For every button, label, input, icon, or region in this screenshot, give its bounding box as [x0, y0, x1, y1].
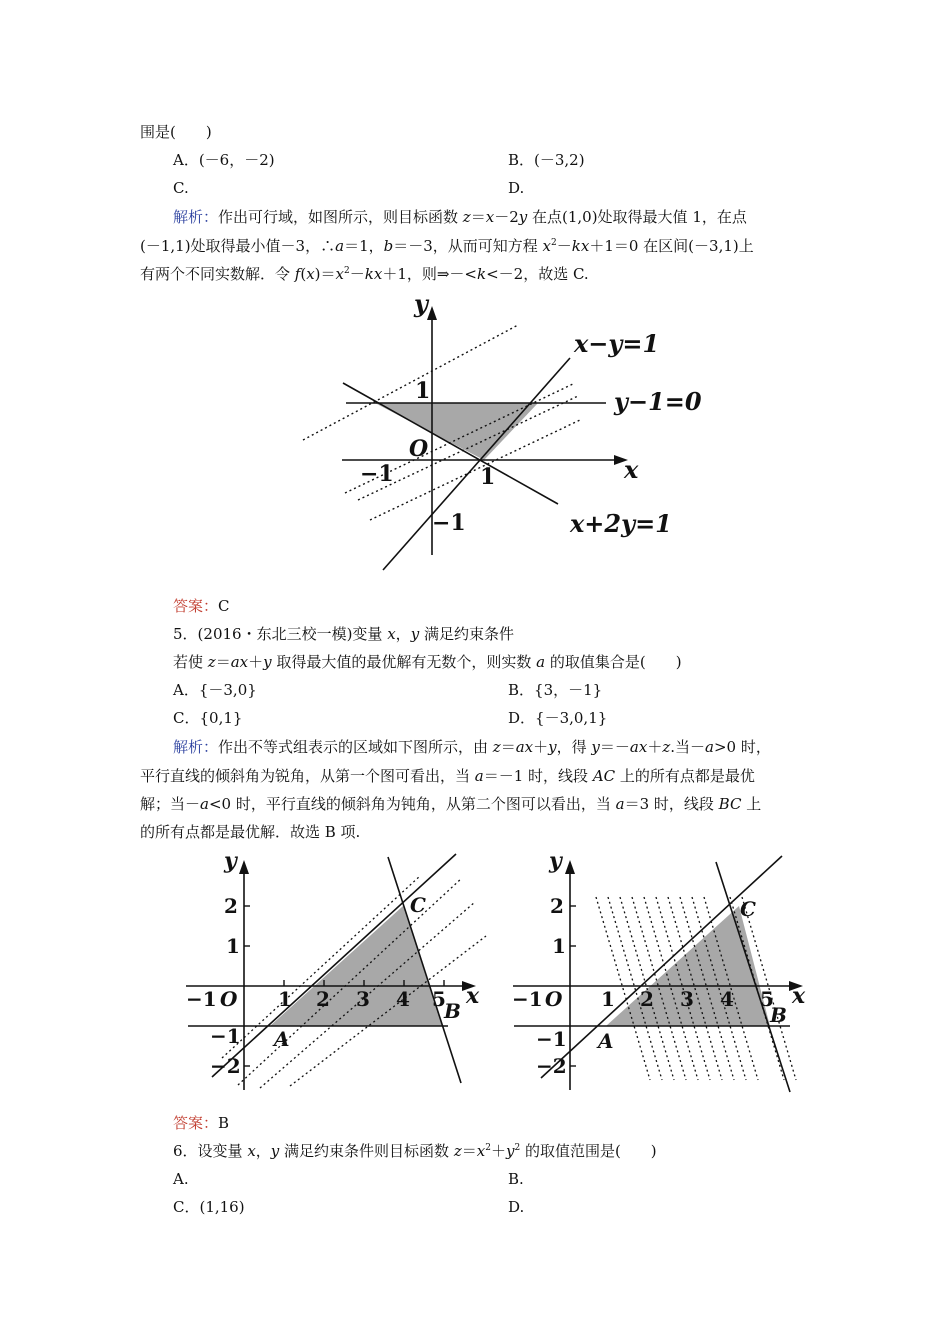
q6-option-b: B. [508, 1170, 524, 1188]
y-axis-label: y [549, 848, 562, 874]
x-tick-1: 1 [278, 987, 292, 1011]
y-tick-1: 1 [415, 378, 431, 404]
origin-label: O [220, 987, 238, 1011]
q6-option-d: D. [508, 1198, 525, 1216]
q4-stem-tail: 围是( ) [140, 123, 212, 141]
q4-solution-line-3: 有两个不同实数解．令 $f(x)=x^2-kx+1$，则⇒－<k<－2，故选 C. [140, 265, 589, 283]
y-axis-label: y [414, 289, 428, 318]
x-axis-label: x [792, 983, 806, 1009]
line-label-y-minus-1: y−1=0 [614, 387, 702, 416]
q4-solution-line-2: (－1,1)处取得最小值－3，∴a＝1，b＝－3，从而可知方程 $x^2-kx+1=0$ 在区间(－3,1)上 [140, 237, 754, 255]
q5-solution-line-3: 解；当－a<0 时，平行直线的倾斜角为钝角，从第二个图可以看出，当 a＝3 时，线段 BC 上 [140, 795, 762, 813]
x-tick-1: 1 [601, 987, 615, 1011]
x-axis-label: x [466, 983, 480, 1009]
y-tick-minus-1: −1 [432, 510, 466, 536]
q6-option-a: A. [173, 1170, 189, 1188]
x-tick-5: 5 [760, 987, 774, 1011]
x-tick-4: 4 [396, 987, 410, 1011]
x-tick-minus-1: −1 [360, 461, 394, 487]
y-tick-1: 1 [552, 934, 566, 958]
q5-solution-line-1: 解析：作出不等式组表示的区域如下图所示，由 z＝ax＋y，得 y＝－ax＋z.当－a>0 时， [173, 738, 771, 756]
q4-option-b: B．(－3,2) [508, 151, 585, 169]
q5-solution-line-2: 平行直线的倾斜角为锐角，从第一个图可看出，当 a＝－1 时，线段 AC 上的所有点都是最优 [140, 767, 755, 785]
x-tick-minus-1: −1 [512, 987, 543, 1011]
x-tick-1: 1 [480, 464, 496, 490]
solution-label: 解析： [173, 738, 219, 756]
origin-label: O [409, 436, 429, 462]
q6-stem: 6．设变量 x，y 满足约束条件则目标函数 $z=x^2+y^2$ 的取值范围是( ) [173, 1142, 657, 1160]
y-tick-2: 2 [224, 894, 238, 918]
q4-option-c: C. [173, 179, 189, 197]
x-tick-5: 5 [432, 987, 446, 1011]
y-tick-minus-2: −2 [210, 1054, 241, 1078]
q5-stem-line-1: 5．(2016・东北三校一模)变量 x，y 满足约束条件 [173, 625, 514, 643]
x-tick-2: 2 [316, 987, 330, 1011]
point-label-c: C [410, 893, 426, 917]
q5-option-c: C．{0,1} [173, 709, 243, 727]
q5-stem-line-2: 若使 z＝ax＋y 取得最大值的最优解有无数个，则实数 a 的取值集合是( ) [173, 653, 682, 671]
x-axis-label: x [624, 455, 639, 484]
y-axis-label: y [224, 848, 237, 874]
x-tick-4: 4 [720, 987, 734, 1011]
line-label-x-minus-y: x−y=1 [574, 329, 660, 358]
point-label-a: A [274, 1027, 290, 1051]
x-tick-3: 3 [680, 987, 694, 1011]
line-label-x-plus-2y: x+2y=1 [570, 509, 672, 538]
q5-answer: 答案：B [173, 1114, 230, 1132]
q4-option-a: A．(－6，－2) [173, 151, 275, 169]
point-label-a: A [598, 1029, 614, 1053]
y-tick-2: 2 [550, 894, 564, 918]
q4-answer: 答案：C [173, 597, 230, 615]
y-axis-arrow-icon [565, 860, 575, 874]
solution-label: 解析： [173, 208, 219, 226]
q4-option-d: D. [508, 179, 525, 197]
q5-option-d: D．{－3,0,1} [508, 709, 608, 727]
q5-option-a: A．{－3,0} [173, 681, 257, 699]
y-tick-minus-1: −1 [210, 1024, 241, 1048]
y-tick-1: 1 [226, 934, 240, 958]
y-tick-minus-1: −1 [536, 1027, 567, 1051]
point-label-b: B [770, 1003, 787, 1027]
q5-solution-line-4: 的所有点都是最优解．故选 B 项. [140, 823, 361, 841]
x-tick-3: 3 [356, 987, 370, 1011]
q6-option-c: C．(1,16) [173, 1198, 245, 1216]
origin-label: O [545, 987, 563, 1011]
y-tick-minus-2: −2 [536, 1054, 567, 1078]
point-label-c: C [740, 897, 756, 921]
point-label-b: B [444, 999, 461, 1023]
x-tick-2: 2 [640, 987, 654, 1011]
q5-option-b: B．{3，－1} [508, 681, 603, 699]
x-tick-minus-1: −1 [186, 987, 217, 1011]
q4-solution-line-1: 解析：作出可行域，如图所示，则目标函数 z＝x－2y 在点(1,0)处取得最大值 1，在点 [173, 208, 747, 226]
